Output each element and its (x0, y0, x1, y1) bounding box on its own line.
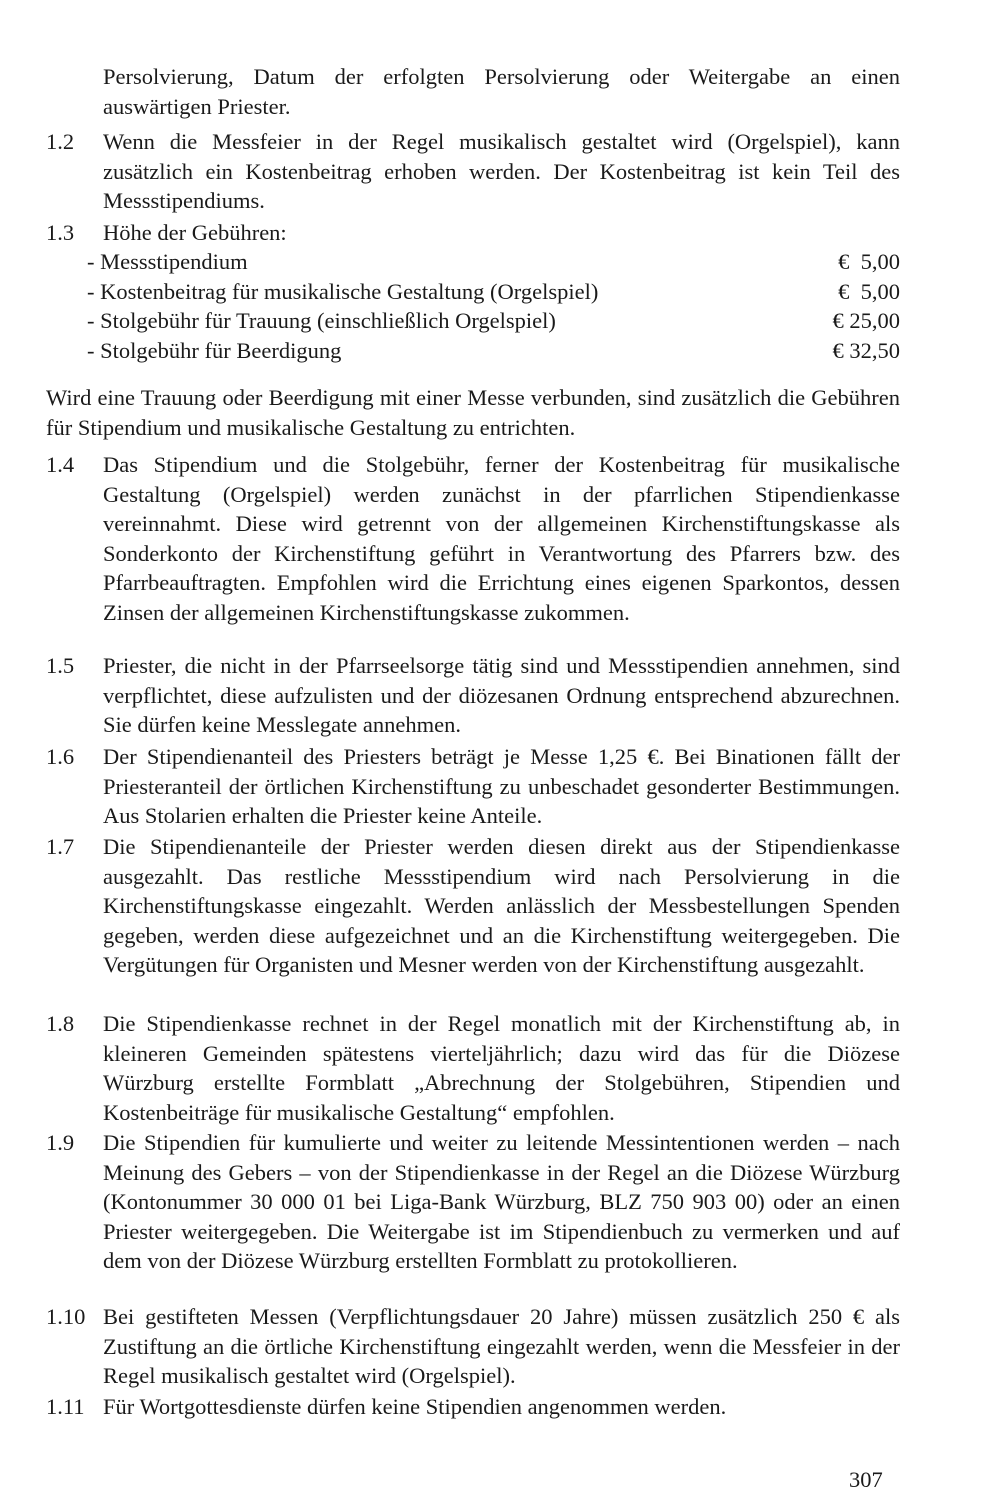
intro-text: Persolvierung, Datum der erfolgten Persolvierung oder Weitergabe an einen auswärtigen Priester. (103, 64, 900, 119)
section-1-4 (46, 450, 900, 627)
section-number: 1.2 (46, 129, 75, 154)
fee-table (87, 247, 900, 365)
section-1-5 (46, 651, 900, 740)
section-1-7 (46, 832, 900, 980)
fee-amount: € 32,50 (832, 337, 900, 363)
section-heading: Höhe der Gebühren: (103, 220, 287, 245)
section-text: Die Stipendienkasse rechnet in der Regel monatlich mit der Kirchenstiftung ab, in kleineren Gemeinden spätestens vierteljährlich; dazu wird das für die Diözese Würzburg erstellte Formblatt „Abrechnung der Stolgebühren, Stipendien und Kostenbeiträge für musikalische Gestaltung“ empfohlen. (103, 1011, 900, 1125)
section-text: Die Stipendienanteile der Priester werden diesen direkt aus der Stipendienkasse ausgezahlt. Das restliche Messstipendium wird nach Persolvierung in die Kirchenstiftungskasse eingezahlt. Werden anlässlich der Messbestellungen Spenden gegeben, werden diese aufgezeichnet und an die Kirchenstiftung weitergegeben. Die Vergütungen für Organisten und Mesner werden von der Kirchenstiftung ausgezahlt. (103, 834, 900, 977)
section-text: Das Stipendium und die Stolgebühr, ferner der Kostenbeitrag für musikalische Gestaltung (Orgelspiel) werden zunächst in der pfarrlichen Stipendienkasse vereinnahmt. Diese wird getrennt von der allgemeinen Kirchenstiftungskasse als Sonderkonto der Kirchenstiftung geführt in Verantwortung des Pfarrers bzw. des Pfarrbeauftragten. Empfohlen wird die Errichtung eines eigenen Sparkontos, dessen Zinsen der allgemeinen Kirchenstiftungskasse zukommen. (103, 452, 900, 625)
section-text: Priester, die nicht in der Pfarrseelsorge tätig sind und Messstipendien annehmen, sind verpflichtet, diese aufzulisten und der diözesanen Ordnung entsprechend abzurechnen. Sie dürfen keine Messlegate annehmen. (103, 653, 900, 737)
section-number: 1.4 (46, 452, 75, 477)
section-number: 1.8 (46, 1011, 75, 1036)
fee-row (87, 306, 900, 336)
fee-label: - Stolgebühr für Beerdigung (87, 337, 342, 363)
page-number: 307 (849, 1467, 883, 1492)
fee-label: - Stolgebühr für Trauung (einschließlich Orgelspiel) (87, 308, 556, 333)
note-paragraph (46, 383, 900, 442)
note-text: Wird eine Trauung oder Beerdigung mit einer Messe verbunden, sind zusätzlich die Gebühren für Stipendium und musikalische Gestaltung zu entrichten. (46, 385, 900, 440)
section-text: Für Wortgottesdienste dürfen keine Stipendien angenommen werden. (103, 1394, 727, 1419)
section-text: Wenn die Messfeier in der Regel musikalisch gestaltet wird (Orgelspiel), kann zusätzlich ein Kostenbeitrag erhoben werden. Der Kostenbeitrag ist kein Teil des Messstipendiums. (103, 129, 900, 213)
section-1-3 (46, 218, 900, 248)
intro-paragraph (46, 62, 900, 121)
section-1-2 (46, 127, 900, 216)
section-1-8 (46, 1009, 900, 1127)
fee-label: - Messstipendium (87, 249, 248, 274)
fee-amount: € 5,00 (838, 278, 900, 304)
section-1-10 (46, 1302, 900, 1391)
section-number: 1.11 (46, 1394, 85, 1419)
fee-row (87, 336, 900, 366)
section-1-6 (46, 742, 900, 831)
section-number: 1.9 (46, 1130, 75, 1155)
fee-row (87, 247, 900, 277)
section-text: Bei gestifteten Messen (Verpflichtungsdauer 20 Jahre) müssen zusätzlich 250 € als Zustiftung an die örtliche Kirchenstiftung eingezahlt werden, wenn die Messfeier in der Regel musikalisch gestaltet wird (Orgelspiel). (103, 1304, 900, 1388)
section-number: 1.7 (46, 834, 75, 859)
section-number: 1.5 (46, 653, 75, 678)
section-text: Der Stipendienanteil des Priesters beträgt je Messe 1,25 €. Bei Binationen fällt der Priesteranteil der örtlichen Kirchenstiftung zu unbeschadet gesonderter Bestimmungen. Aus Stolarien erhalten die Priester keine Anteile. (103, 744, 900, 828)
fee-label: - Kostenbeitrag für musikalische Gestaltung (Orgelspiel) (87, 278, 599, 304)
fee-row (87, 277, 900, 307)
section-number: 1.10 (46, 1304, 86, 1329)
section-text: Die Stipendien für kumulierte und weiter zu leitende Messintentionen werden – nach Meinung des Gebers – von der Stipendienkasse in der Regel an die Diözese Würzburg (Kontonummer 30 000 01 bei Liga-Bank Würzburg, BLZ 750 903 00) oder an einen Priester weitergegeben. Die Weitergabe ist im Stipendienbuch zu vermerken und auf dem von der Diözese Würzburg erstellten Formblatt zu protokollieren. (103, 1130, 900, 1273)
section-number: 1.6 (46, 744, 75, 769)
fee-amount: € 5,00 (838, 249, 900, 274)
section-1-11 (46, 1392, 900, 1422)
fee-amount: € 25,00 (832, 308, 900, 333)
section-1-9 (46, 1128, 900, 1276)
section-number: 1.3 (46, 220, 75, 245)
